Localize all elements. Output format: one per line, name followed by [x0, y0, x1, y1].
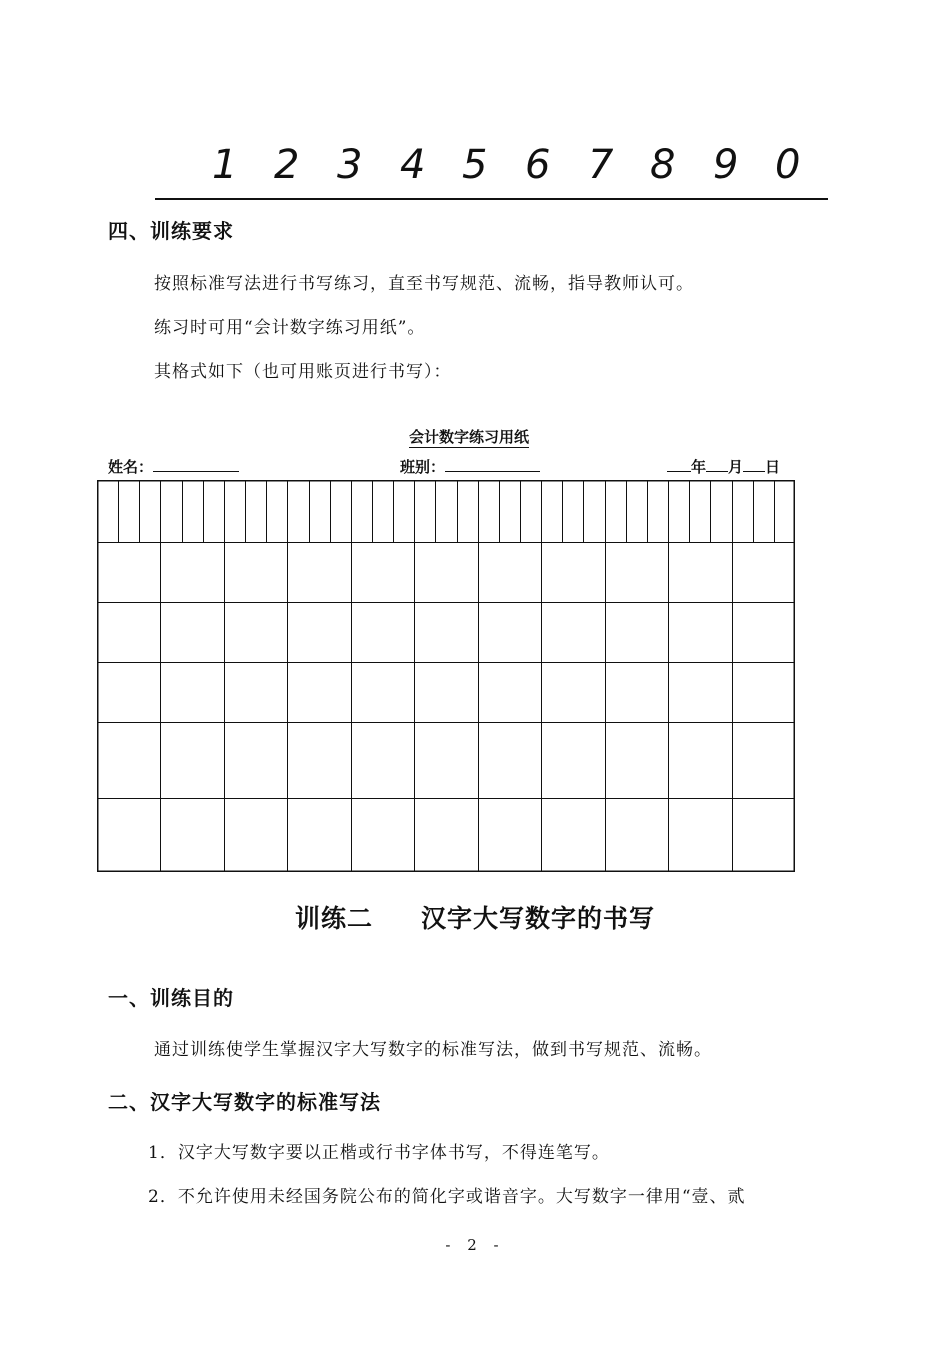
- section2-heading: 二、汉字大写数字的标准写法: [108, 1090, 381, 1114]
- month-label: 月: [728, 458, 744, 476]
- day-blank: [743, 456, 765, 472]
- digit-5: 5: [462, 142, 488, 188]
- practice-form-title-text: 会计数字练习用纸: [408, 428, 529, 446]
- section2-item-2: 2．不允许使用未经国务院公布的简化字或谐音字。大写数字一律用“壹、贰: [148, 1187, 746, 1207]
- month-blank: [706, 456, 728, 472]
- class-blank: [445, 456, 540, 472]
- section2-item-1: 1．汉字大写数字要以正楷或行书字体书写，不得连笔写。: [148, 1143, 610, 1163]
- digit-0: 0: [775, 142, 801, 188]
- class-field: [400, 456, 540, 477]
- name-field: [108, 456, 239, 477]
- training2-title-main: 汉字大写数字的书写: [421, 904, 656, 933]
- class-label: 班别：: [400, 458, 446, 476]
- digit-8: 8: [650, 142, 676, 188]
- name-blank: [153, 456, 239, 472]
- day-label: 日: [765, 458, 781, 476]
- digit-practice-row: [155, 140, 828, 200]
- digit-4: 4: [400, 142, 426, 188]
- section4-line-2: 练习时可用“会计数字练习用纸”。: [154, 318, 426, 338]
- section4-heading: 四、训练要求: [108, 219, 234, 243]
- section4-line-3: 其格式如下（也可用账页进行书写）：: [154, 362, 452, 382]
- digit-2: 2: [274, 142, 300, 188]
- training2-title-prefix: 训练二: [294, 904, 373, 933]
- date-field: [667, 456, 780, 477]
- digit-3: 3: [337, 142, 363, 188]
- practice-grid: [97, 480, 795, 872]
- digit-1: 1: [212, 142, 238, 188]
- name-label: 姓名：: [108, 458, 154, 476]
- section1-line: 通过训练使学生掌握汉字大写数字的标准写法，做到书写规范、流畅。: [154, 1040, 712, 1060]
- practice-grid-svg: [97, 480, 795, 872]
- page-number: - 2 -: [445, 1236, 505, 1254]
- training2-title: [0, 899, 950, 935]
- section1-heading: 一、训练目的: [108, 986, 234, 1010]
- practice-form-title: [0, 426, 938, 447]
- digit-7: 7: [588, 142, 614, 188]
- digit-6: 6: [525, 142, 551, 188]
- year-label: 年: [691, 458, 707, 476]
- section4-line-1: 按照标准写法进行书写练习，直至书写规范、流畅，指导教师认可。: [154, 274, 694, 294]
- digit-9: 9: [713, 142, 739, 188]
- year-blank: [667, 456, 691, 472]
